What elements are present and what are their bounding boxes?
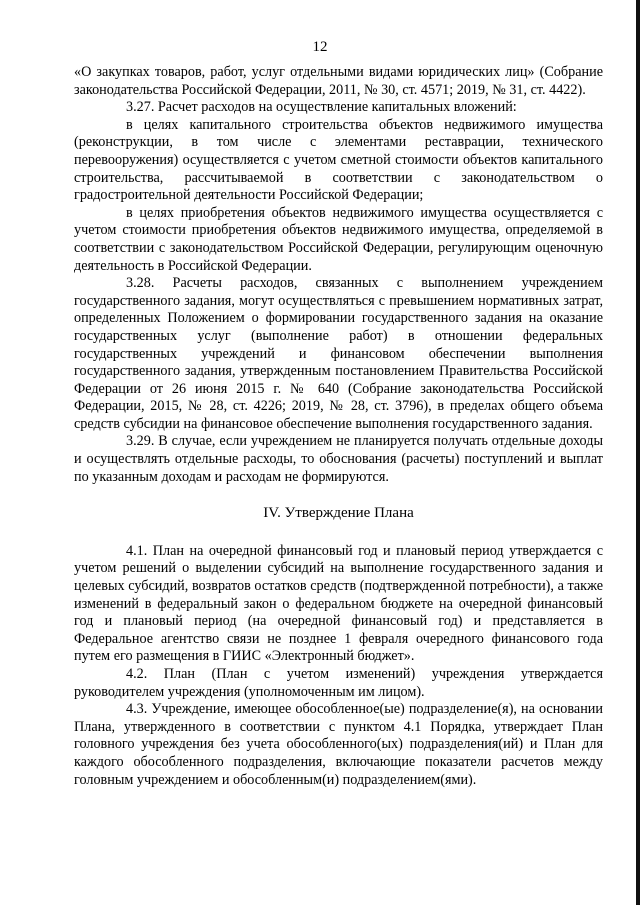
paragraph: 3.29. В случае, если учреждением не планируется получать отдельные доходы и осуществлять отдельные расходы, то обоснования (расчеты) поступлений и выплат по указанным доходам и расходам не формируются. [74,433,603,485]
paragraph: в целях капитального строительства объектов недвижимого имущества (реконструкции, в том числе с элементами реставрации, технического перевооружения) осуществляется с учетом сметной стоимости объектов капитального строительства, рассчитываемой в соответствии с законодательством о градостроительной деятельности Российской Федерации; [74,116,603,204]
paragraph: 3.28. Расчеты расходов, связанных с выполнением учреждением государственного задания, могут осуществляться с превышением нормативных затрат, определенных Положением о формировании государственного задания на оказание государственных услуг (выполнение работ) в отношении федеральных государственных учреждений и финансовом обеспечении выполнения государственного задания, утвержденным постановлением Правительства Российской Федерации от 26 июня 2015 г. № 640 (Собрание законодательства Российской Федерации, 2015, № 28, ст. 4226; 2019, № 28, ст. 3796), в пределах общего объема средств субсидии на финансовое обеспечение выполнения государственного задания. [74,275,603,432]
paragraph: «О закупках товаров, работ, услуг отдельными видами юридических лиц» (Собрание законодательства Российской Федерации, 2011, № 30, ст. 4571; 2019, № 31, ст. 4422). [74,64,603,98]
paragraphs-before-heading [74,64,603,486]
paragraphs-after-heading [74,543,603,789]
paragraph: 4.2. План (План с учетом изменений) учреждения утверждается руководителем учреждения (уполномоченным им лицом). [74,666,603,700]
scan-edge [636,0,640,905]
paragraph: 4.1. План на очередной финансовый год и плановый период утверждается с учетом решений о выделении субсидий на выполнение государственного задания и целевых субсидий, возвратов остатков средств (подтвержденной потребности), а также изменений в федеральный закон о федеральном бюджете на очередной финансовый год и плановый период (на очередной финансовый год) и представляется в Федеральное агентство связи не позднее 1 февраля очередного финансового года путем его размещения в ГИИС «Электронный бюджет». [74,542,603,665]
document-body [74,64,603,789]
section-heading: IV. Утверждение Плана [263,505,414,522]
page-number: 12 [312,39,328,55]
paragraph: 4.3. Учреждение, имеющее обособленное(ые) подразделение(я), на основании Плана, утвержденного в соответствии с пунктом 4.1 Порядка, утверждает План головного учреждения без учета обособленного(ых) подразделения(ий) и План для каждого обособленного подразделения, включающие показатели расчетов между головным учреждением и обособленным(и) подразделением(ями). [74,701,603,788]
paragraph: в целях приобретения объектов недвижимого имущества осуществляется с учетом стоимости приобретения объектов недвижимого имущества, определяемой в соответствии с законодательством Российской Федерации, регулирующим оценочную деятельность в Российской Федерации. [74,204,603,274]
paragraph: 3.27. Расчет расходов на осуществление капитальных вложений: [126,99,517,116]
